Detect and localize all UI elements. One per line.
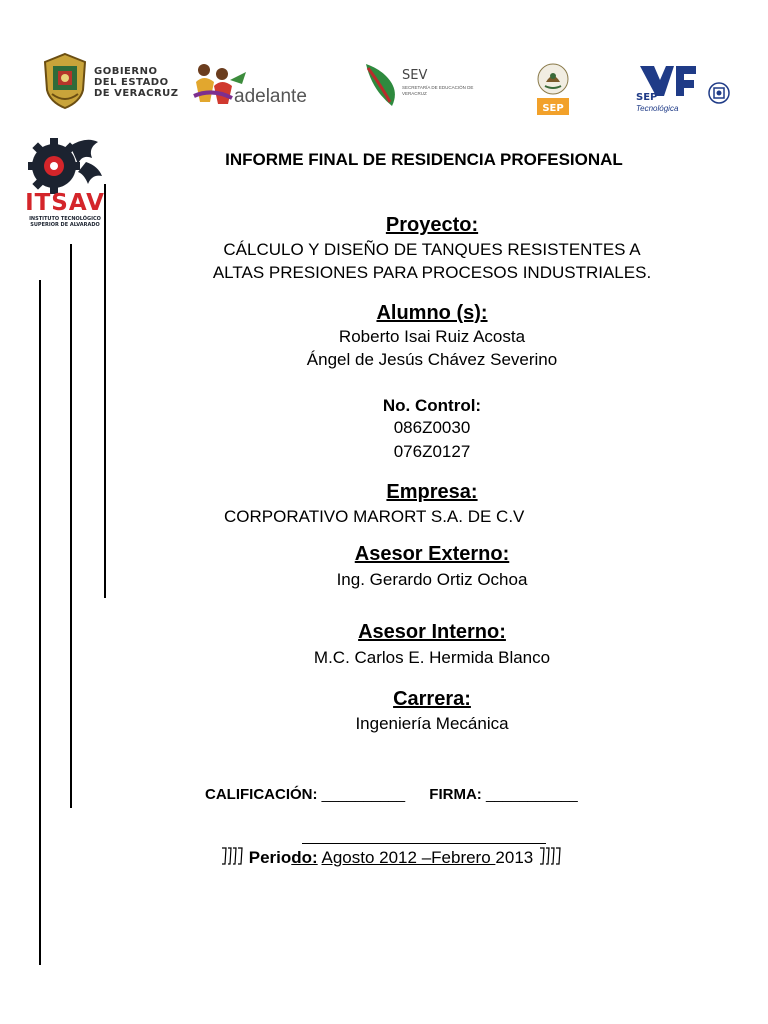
sep-tec-label: SEP (636, 92, 658, 103)
margin-line-middle (70, 244, 72, 808)
alumno-name-1: Roberto Isai Ruiz Acosta (338, 327, 526, 346)
document-title: INFORME FINAL DE RESIDENCIA PROFESIONAL (225, 150, 623, 169)
sep-label: SEP (542, 103, 564, 114)
tec-seal-icon (708, 82, 730, 104)
itsav-subtitle1: INSTITUTO TECNOLÓGICO (29, 216, 101, 222)
periodo-value: Agosto 2012 –Febrero (321, 848, 496, 867)
asesor-interno-value: M.C. Carlos E. Hermida Blanco (313, 648, 551, 667)
firma-blank: ___________ (485, 786, 578, 803)
adelante-logo (192, 60, 322, 110)
asesor-externo-heading: Asesor Externo: (354, 543, 510, 565)
empresa-heading: Empresa: (386, 481, 478, 503)
alumno-name-2: Ángel de Jesús Chávez Severino (306, 350, 558, 369)
control-heading: No. Control: (382, 396, 482, 415)
sep-logo (533, 62, 573, 116)
sep-label-box (537, 98, 569, 115)
alumnos-heading: Alumno (s): (376, 302, 488, 324)
margin-line-left (39, 280, 41, 965)
sep-tecnologica-logo (636, 60, 732, 120)
sev-logo (362, 60, 492, 112)
gobierno-line3: DE VERACRUZ (94, 88, 179, 99)
bracket-icon-left (220, 846, 244, 866)
control-number-1: 086Z0030 (393, 418, 471, 437)
calificacion-row (205, 786, 578, 803)
periodo-label-prefix: Perio (248, 848, 292, 867)
control-number-2: 076Z0127 (393, 442, 471, 461)
periodo-row (220, 846, 562, 868)
sev-subtitle: SECRETARÍA DE EDUCACIÓN DE VERACRUZ (402, 85, 474, 96)
sep-tec-subtitle: Tecnológica (636, 104, 679, 113)
proyecto-line2: ALTAS PRESIONES PARA PROCESOS INDUSTRIALES. (212, 263, 652, 282)
sev-leaf-icon (362, 60, 404, 110)
carrera-heading: Carrera: (393, 688, 471, 710)
proyecto-line1: CÁLCULO Y DISEÑO DE TANQUES RESISTENTES A (223, 240, 641, 259)
mexico-eagle-icon (536, 62, 570, 96)
calificacion-blank: __________ (321, 786, 406, 803)
periodo-label-suffix: do: (291, 848, 318, 867)
veracruz-shield-icon (40, 52, 90, 110)
sev-title: SEV (402, 68, 428, 83)
gobierno-line1: GOBIERNO (94, 66, 158, 77)
bracket-icon-right (538, 846, 562, 866)
empresa-value: CORPORATIVO MARORT S.A. DE C.V (224, 507, 525, 526)
asesor-externo-value: Ing. Gerardo Ortiz Ochoa (336, 570, 528, 589)
periodo-top-rule (302, 843, 546, 844)
carrera-value: Ingeniería Mecánica (355, 714, 509, 733)
calificacion-label: CALIFICACIÓN: (205, 786, 318, 803)
gobierno-veracruz-logo (40, 52, 180, 112)
asesor-interno-heading: Asesor Interno: (358, 621, 506, 643)
itsav-name: ITSAV (25, 190, 105, 216)
adelante-text: adelante (234, 86, 307, 107)
proyecto-heading: Proyecto: (385, 214, 479, 236)
firma-label: FIRMA: (429, 786, 482, 803)
itsav-subtitle2: SUPERIOR DE ALVARADO (30, 222, 100, 228)
gobierno-line2: DEL ESTADO (94, 77, 169, 88)
periodo-year: 2013 (495, 848, 534, 867)
